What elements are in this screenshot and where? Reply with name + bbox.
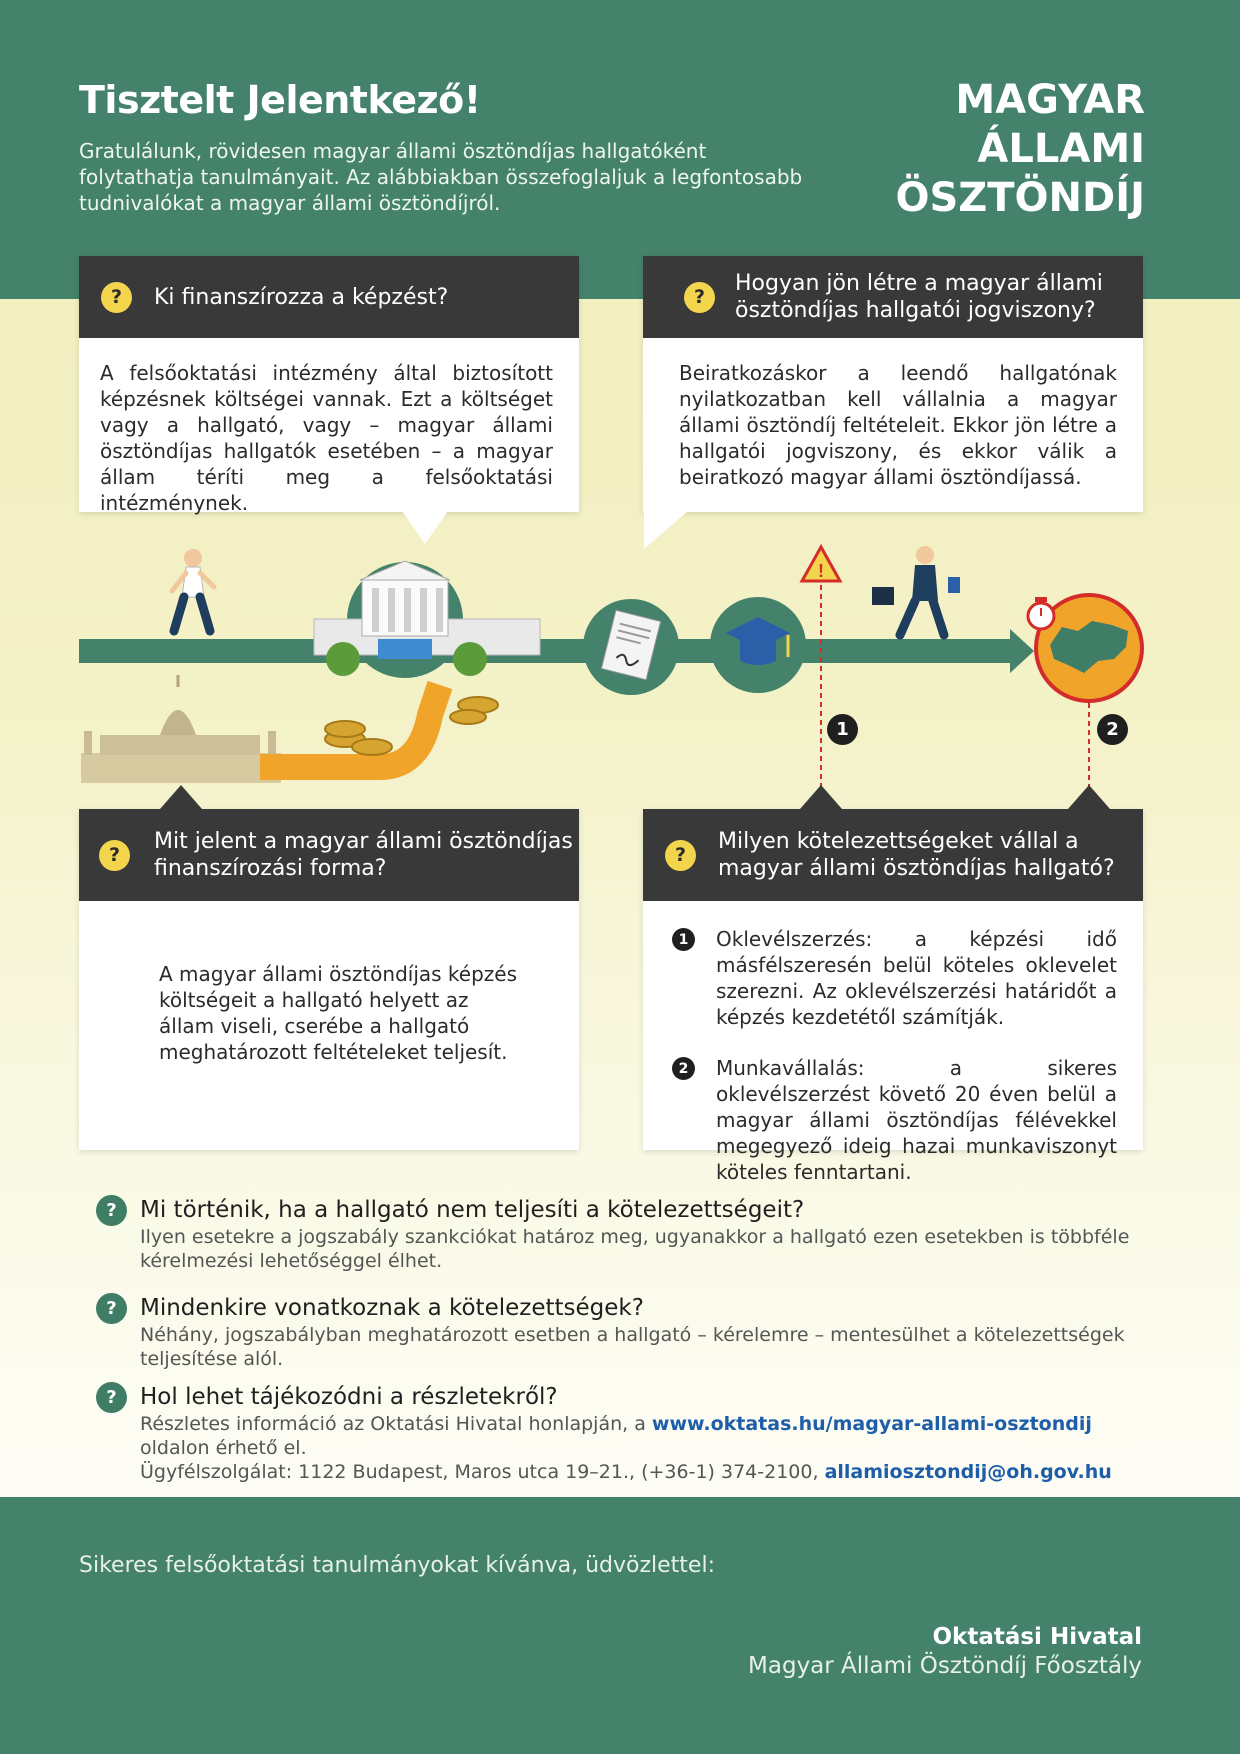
brand-title — [895, 76, 1145, 223]
org-department: Magyar Állami Ösztöndíj Főosztály — [748, 1653, 1142, 1679]
card-answer: A felsőoktatási intézmény által biztosított képzésnek költségei vannak. Ezt a költséget vagy a hallgató, vagy – magyar állami ösztöndíjas hallgatók esetében – a magyar állam téríti meg a felsőoktatási intézménynek. — [100, 361, 553, 515]
footer-greeting: Sikeres felsőoktatási tanulmányokat kívánva, üdvözlettel: — [79, 1553, 715, 1578]
contact-text: Ügyfélszolgálat: 1122 Budapest, Maros utca 19–21., (+36-1) 374-2100, — [140, 1461, 819, 1483]
student-figure — [172, 549, 214, 631]
card-relationship — [643, 256, 1143, 512]
faq-answer: Ilyen esetekre a jogszabály szankciókat határoz meg, ugyanakkor a hallgató ezen esetekben is többféle kérelmezési lehetőséggel élhet. — [140, 1226, 1130, 1272]
card-question: Hogyan jön létre a magyar állami ösztöndíjas hallgatói jogviszony? — [735, 271, 1103, 323]
card-financing — [79, 256, 579, 515]
intro-text: Gratulálunk, rövidesen magyar állami ösztöndíjas hallgatóként folytathatja tanulmányait. Az alábbiakban összefoglaljuk a legfontosabb tudnivalókat a magyar állami ösztöndíjról. — [79, 139, 803, 215]
faq-item — [96, 1293, 1156, 1371]
faq-contact — [140, 1460, 1156, 1484]
timeline-road — [79, 639, 1016, 663]
card-header — [643, 809, 1143, 901]
warning-mark: ! — [818, 561, 824, 581]
faq-question: Mindenkire vonatkoznak a kötelezettségek? — [140, 1295, 644, 1321]
card-header — [79, 809, 579, 901]
brand-line: MAGYAR — [955, 77, 1145, 123]
obligation-item — [670, 1055, 1117, 1185]
speech-pointer — [160, 785, 202, 809]
answer-text: Részletes információ az Oktatási Hivatal honlapján, a — [140, 1413, 646, 1435]
obligation-text: Oklevélszerzés: a képzési idő másfélszeresén belül köteles oklevelet szerezni. Az oklevélszerzési határidőt a képzés kezdetétől számítják. — [716, 927, 1117, 1029]
step-marker: 1 — [827, 714, 858, 745]
obligation-text: Munkavállalás: a sikeres oklevélszerzést követő 20 éven belül a magyar állami ösztöndíjas félévekkel megegyező ideig hazai munkaviszonyt köteles fenntartani. — [716, 1056, 1117, 1184]
question-icon: ? — [101, 282, 132, 313]
website-link[interactable]: www.oktatas.hu/magyar-allami-osztondij — [651, 1413, 1092, 1435]
card-answer: A magyar állami ösztöndíjas képzés költségeit a hallgató helyett az állam viseli, cserébe a hallgató meghatározott feltételeket teljesít. — [159, 962, 518, 1064]
speech-pointer — [800, 785, 842, 809]
email-link[interactable]: allamiosztondij@oh.gov.hu — [824, 1461, 1112, 1483]
obligation-item — [670, 926, 1117, 1030]
step-marker: 2 — [1097, 714, 1128, 745]
faq-answer: Néhány, jogszabályban meghatározott esetben a hallgató – kérelemre – mentesülhet a kötelezettségek teljesítése alól. — [140, 1324, 1125, 1370]
graduate-worker-figure — [872, 546, 960, 635]
org-name: Oktatási Hivatal — [932, 1624, 1142, 1650]
faq-question: Hol lehet tájékozódni a részletekről? — [140, 1384, 558, 1410]
brand-line: ÖSZTÖNDÍJ — [895, 175, 1145, 221]
page-title: Tisztelt Jelentkező! — [79, 78, 481, 122]
card-answer: Beiratkozáskor a leendő hallgatónak nyilatkozatban kell vállalnia a magyar állami ösztöndíj feltételeit. Ekkor jön létre a hallgatói jogviszony, és ekkor válik a beiratkozó magyar állami ösztöndíjassá. — [679, 361, 1117, 489]
question-icon: ? — [96, 1293, 127, 1324]
faq-question: Mi történik, ha a hallgató nem teljesíti a kötelezettségeit? — [140, 1197, 805, 1223]
stopwatch-icon — [1028, 597, 1054, 629]
card-header — [643, 256, 1143, 338]
answer-text: oldalon érhető el. — [140, 1437, 307, 1459]
faq-item — [96, 1195, 1156, 1273]
faq-item — [96, 1382, 1156, 1484]
obligation-number: 1 — [672, 928, 695, 951]
faq-answer — [140, 1412, 1156, 1460]
card-header — [79, 256, 579, 338]
timeline-illustration — [0, 535, 1240, 805]
card-obligations — [643, 809, 1143, 1184]
question-icon: ? — [684, 282, 715, 313]
card-question: Milyen kötelezettségeket vállal a magyar állami ösztöndíjas hallgató? — [718, 829, 1115, 881]
timeline-arrow — [1010, 629, 1034, 673]
obligation-number: 2 — [672, 1057, 695, 1080]
question-icon: ? — [665, 840, 696, 871]
speech-pointer — [1068, 785, 1110, 809]
question-icon: ? — [99, 840, 130, 871]
card-question: Mit jelent a magyar állami ösztöndíjas finanszírozási forma? — [154, 829, 573, 881]
question-icon: ? — [96, 1382, 127, 1413]
brand-line: ÁLLAMI — [977, 126, 1145, 172]
card-meaning — [79, 809, 579, 1150]
obligations-list — [643, 901, 1143, 1185]
card-question: Ki finanszírozza a képzést? — [154, 284, 449, 310]
question-icon: ? — [96, 1195, 127, 1226]
warning-icon — [802, 547, 840, 581]
parliament-illustration — [81, 675, 281, 783]
